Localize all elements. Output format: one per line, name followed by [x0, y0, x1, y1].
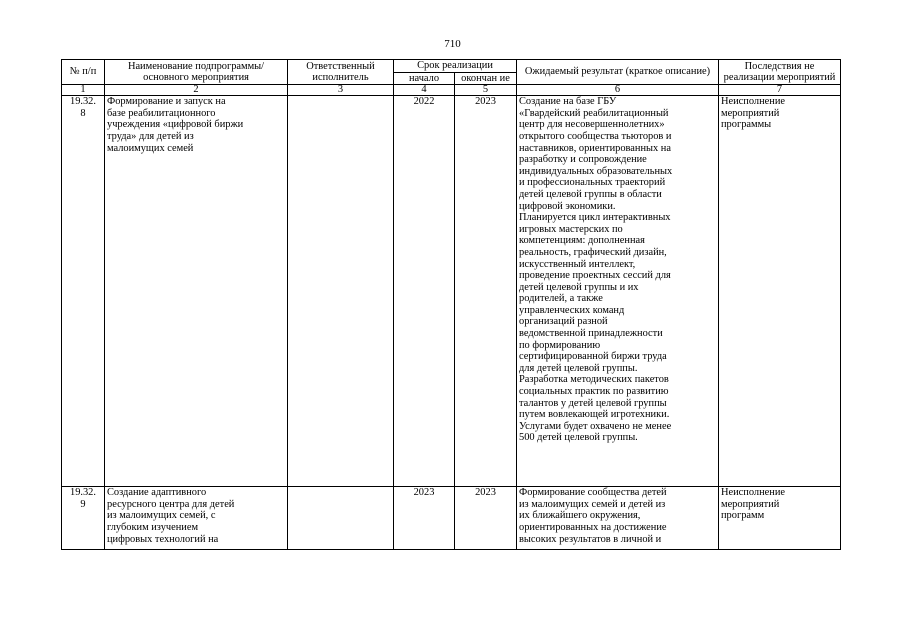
row-number: 19.32. 8 — [62, 96, 105, 487]
row-result: Создание на базе ГБУ «Гвардейский реабилитационный центр для несовершеннолетних» открытого сообщества тьюторов и наставников, ориентированных на разработку и сопровождение индивидуальных образовательных и профессиональных траекторий детей целевой группы в области цифровой экономики. Планируется цикл интерактивных игровых мастерских по компетенциям: дополненная реальность, графический дизайн, искусственный интеллект, проведение проектных сессий для детей целевой группы и их родителей, а также управленческих команд организаций разной ведомственной принадлежности по формированию сертифицированной биржи труда для детей целевой группы. Разработка методических пакетов социальных практик по развитию талантов у детей целевой группы путем вовлекающей игротехники. Услугами будет охвачено не менее 500 детей целевой группы. — [517, 96, 719, 487]
row-name: Создание адаптивного ресурсного центра для детей из малоимущих семей, с глубоким изучением цифровых технологий на — [105, 487, 288, 550]
row-name: Формирование и запуск на базе реабилитационного учреждения «цифровой биржи труда» для детей из малоимущих семей — [105, 96, 288, 487]
row-end-year: 2023 — [455, 487, 517, 550]
row-start-year: 2022 — [394, 96, 455, 487]
table-row — [62, 487, 841, 550]
column-number: 7 — [719, 85, 841, 96]
column-number: 4 — [394, 85, 455, 96]
header-executor: Ответственный исполнитель — [288, 60, 394, 85]
header-name: Наименование подпрограммы/ основного мероприятия — [105, 60, 288, 85]
header-period: Срок реализации — [394, 60, 517, 73]
header-row — [62, 60, 841, 73]
row-start-year: 2023 — [394, 487, 455, 550]
header-consequences: Последствия не реализации мероприятий — [719, 60, 841, 85]
column-number: 3 — [288, 85, 394, 96]
program-table — [61, 59, 841, 550]
column-number: 5 — [455, 85, 517, 96]
row-executor — [288, 96, 394, 487]
row-consequences: Неисполнение мероприятий программы — [719, 96, 841, 487]
column-number: 2 — [105, 85, 288, 96]
header-num: № п/п — [62, 60, 105, 85]
header-start: начало — [394, 72, 455, 85]
row-end-year: 2023 — [455, 96, 517, 487]
row-number: 19.32. 9 — [62, 487, 105, 550]
row-executor — [288, 487, 394, 550]
row-consequences: Неисполнение мероприятий программ — [719, 487, 841, 550]
header-end: окончан ие — [455, 72, 517, 85]
column-number-row — [62, 85, 841, 96]
row-result: Формирование сообщества детей из малоимущих семей и детей из их ближайшего окружения, ориентированных на достижение высоких результатов в личной и — [517, 487, 719, 550]
header-result: Ожидаемый результат (краткое описание) — [517, 60, 719, 85]
table-row — [62, 96, 841, 487]
column-number: 6 — [517, 85, 719, 96]
page-number: 710 — [444, 38, 461, 50]
column-number: 1 — [62, 85, 105, 96]
